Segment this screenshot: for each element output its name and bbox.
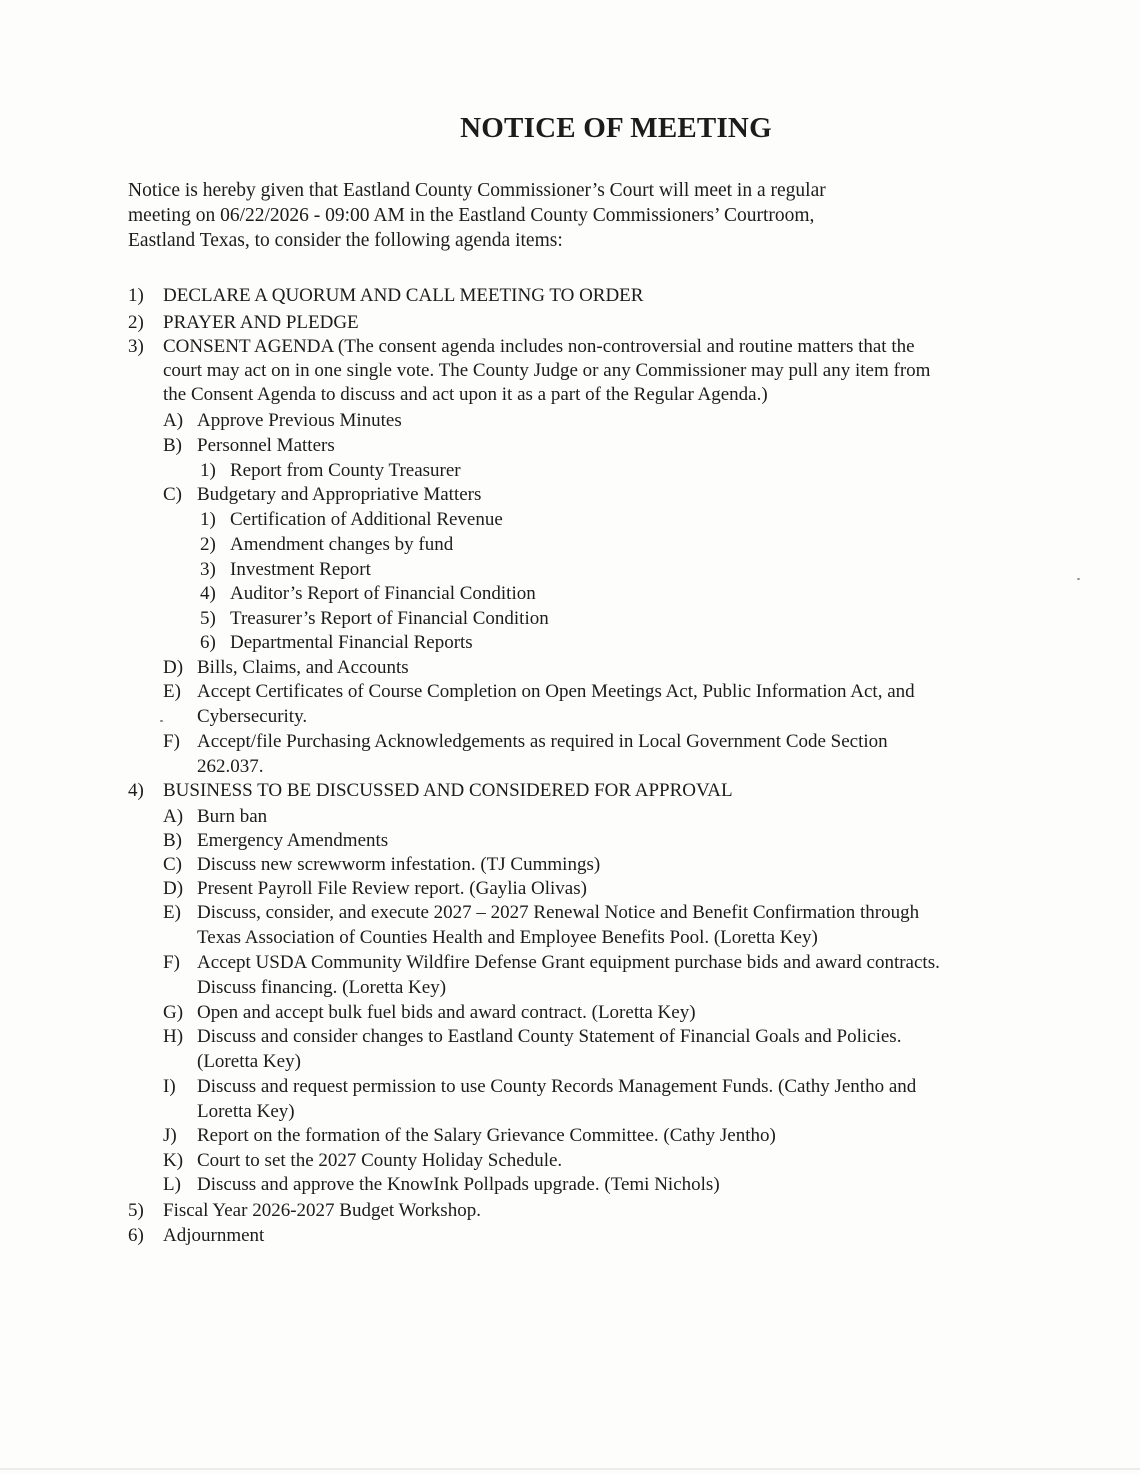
- agenda-item-text: the Consent Agenda to discuss and act upon it as a part of the Regular Agenda.): [163, 384, 768, 405]
- agenda-item-number: D): [163, 657, 184, 678]
- agenda-item-text: Discuss new screwworm infestation. (TJ Cummings): [197, 854, 601, 875]
- agenda-item-number: A): [163, 806, 184, 827]
- agenda-item-text: Discuss, consider, and execute 2027 – 2027 Renewal Notice and Benefit Confirmation through: [197, 902, 920, 923]
- agenda-item-number: F): [163, 731, 180, 752]
- agenda-item-number: G): [163, 1002, 184, 1023]
- agenda-item-number: 4): [200, 583, 216, 604]
- agenda-item-text: Discuss and request permission to use County Records Management Funds. (Cathy Jentho and: [197, 1076, 917, 1097]
- agenda-item-number: A): [163, 410, 184, 431]
- agenda-item-text: Report from County Treasurer: [230, 460, 461, 481]
- agenda-item-text: Emergency Amendments: [197, 830, 389, 851]
- agenda-item-number: C): [163, 484, 182, 505]
- agenda-item-text: Amendment changes by fund: [230, 534, 454, 555]
- scan-speck: [160, 720, 163, 722]
- agenda-item-number: 3): [200, 559, 216, 580]
- scan-edge: [0, 1468, 1140, 1470]
- agenda-item-number: 4): [128, 780, 144, 801]
- agenda-item-text: Accept USDA Community Wildfire Defense Grant equipment purchase bids and award contracts.: [197, 952, 940, 973]
- intro-line: meeting on 06/22/2026 - 09:00 AM in the Eastland County Commissioners’ Courtroom,: [128, 205, 815, 226]
- agenda-item-text: Bills, Claims, and Accounts: [197, 657, 409, 678]
- agenda-item-number: 3): [128, 336, 144, 357]
- agenda-item-number: B): [163, 435, 182, 456]
- page-title: NOTICE OF MEETING: [460, 112, 772, 144]
- agenda-item-number: J): [163, 1125, 177, 1146]
- agenda-item-text: Certification of Additional Revenue: [230, 509, 503, 530]
- agenda-item-text: Open and accept bulk fuel bids and award contract. (Loretta Key): [197, 1002, 696, 1023]
- agenda-item-text: Accept/file Purchasing Acknowledgements as required in Local Government Code Section: [197, 731, 888, 752]
- agenda-item-text: Report on the formation of the Salary Grievance Committee. (Cathy Jentho): [197, 1125, 776, 1146]
- agenda-item-text: Auditor’s Report of Financial Condition: [230, 583, 536, 604]
- agenda-item-text: Investment Report: [230, 559, 371, 580]
- agenda-item-text: DECLARE A QUORUM AND CALL MEETING TO ORDER: [163, 285, 644, 306]
- intro-line: Eastland Texas, to consider the following agenda items:: [128, 230, 563, 251]
- intro-line: Notice is hereby given that Eastland County Commissioner’s Court will meet in a regular: [128, 180, 826, 201]
- agenda-item-number: C): [163, 854, 182, 875]
- agenda-item-text: Discuss and approve the KnowInk Pollpads upgrade. (Temi Nichols): [197, 1174, 720, 1195]
- agenda-item-number: 1): [200, 460, 216, 481]
- agenda-item-text: BUSINESS TO BE DISCUSSED AND CONSIDERED FOR APPROVAL: [163, 780, 733, 801]
- agenda-item-text: Departmental Financial Reports: [230, 632, 473, 653]
- agenda-item-text: Cybersecurity.: [197, 706, 308, 727]
- agenda-item-number: K): [163, 1150, 184, 1171]
- agenda-item-text: 262.037.: [197, 756, 264, 777]
- agenda-item-text: Present Payroll File Review report. (Gaylia Olivas): [197, 878, 587, 899]
- agenda-item-text: Texas Association of Counties Health and Employee Benefits Pool. (Loretta Key): [197, 927, 818, 948]
- agenda-item-number: E): [163, 902, 181, 923]
- agenda-item-number: 2): [200, 534, 216, 555]
- agenda-item-number: B): [163, 830, 182, 851]
- agenda-item-text: court may act on in one single vote. The County Judge or any Commissioner may pull any item from: [163, 360, 931, 381]
- agenda-item-text: Discuss and consider changes to Eastland County Statement of Financial Goals and Policies.: [197, 1026, 902, 1047]
- agenda-item-number: 2): [128, 312, 144, 333]
- agenda-item-text: Adjournment: [163, 1225, 265, 1246]
- agenda-item-text: Court to set the 2027 County Holiday Schedule.: [197, 1150, 563, 1171]
- agenda-item-number: 5): [200, 608, 216, 629]
- agenda-item-text: Treasurer’s Report of Financial Condition: [230, 608, 549, 629]
- agenda-item-text: CONSENT AGENDA (The consent agenda includes non-controversial and routine matters that the: [163, 336, 915, 357]
- agenda-item-text: PRAYER AND PLEDGE: [163, 312, 359, 333]
- agenda-item-text: Budgetary and Appropriative Matters: [197, 484, 482, 505]
- scan-speck: [1077, 578, 1080, 580]
- agenda-item-text: Accept Certificates of Course Completion on Open Meetings Act, Public Information Act, and: [197, 681, 915, 702]
- agenda-item-number: F): [163, 952, 180, 973]
- agenda-item-number: 6): [200, 632, 216, 653]
- agenda-item-text: Approve Previous Minutes: [197, 410, 402, 431]
- agenda-item-number: D): [163, 878, 184, 899]
- agenda-item-number: 1): [128, 285, 144, 306]
- agenda-item-text: Discuss financing. (Loretta Key): [197, 977, 447, 998]
- agenda-item-text: (Loretta Key): [197, 1051, 301, 1072]
- agenda-item-text: Burn ban: [197, 806, 268, 827]
- agenda-item-text: Loretta Key): [197, 1101, 295, 1122]
- agenda-item-number: H): [163, 1026, 184, 1047]
- agenda-item-number: E): [163, 681, 181, 702]
- agenda-item-text: Fiscal Year 2026-2027 Budget Workshop.: [163, 1200, 481, 1221]
- agenda-item-number: L): [163, 1174, 181, 1195]
- intro-paragraph: [128, 178, 988, 253]
- agenda-item-number: 1): [200, 509, 216, 530]
- agenda-item-number: 6): [128, 1225, 144, 1246]
- agenda-item-number: 5): [128, 1200, 144, 1221]
- agenda-item-number: I): [163, 1076, 176, 1097]
- agenda-item-text: Personnel Matters: [197, 435, 335, 456]
